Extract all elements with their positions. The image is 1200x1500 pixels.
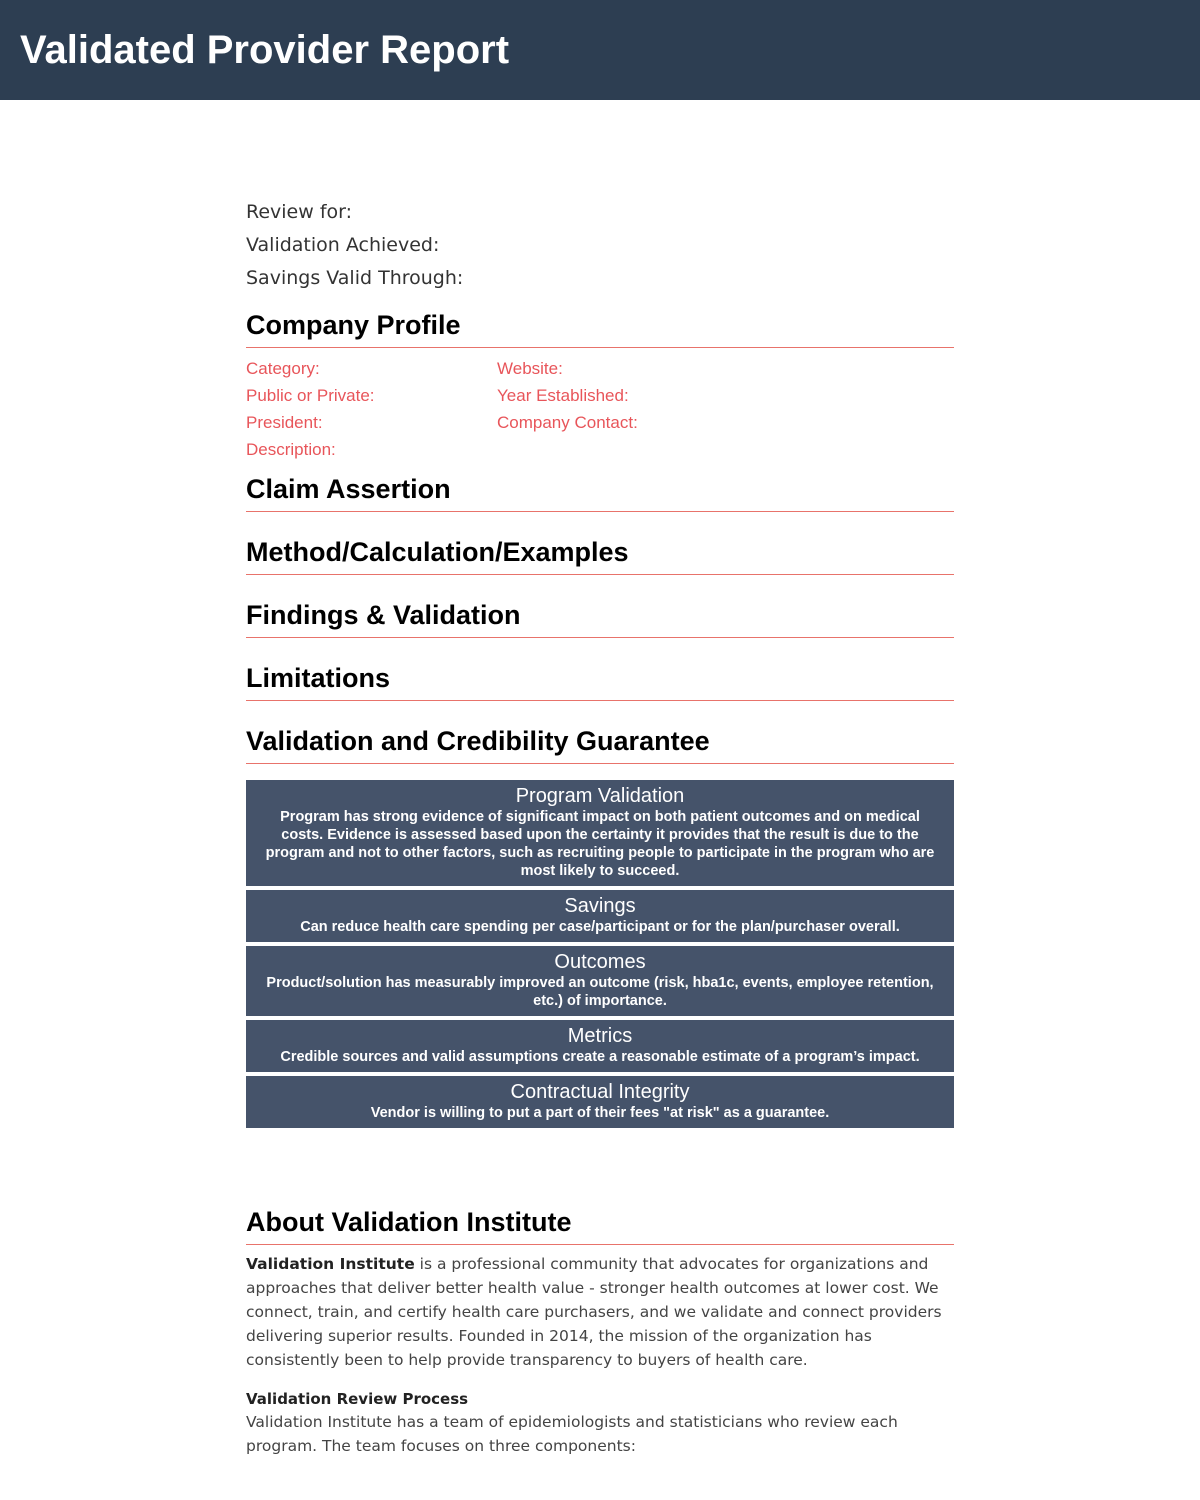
guarantee-heading: Validation and Credibility Guarantee — [246, 725, 954, 764]
year-established-label: Year Established: — [497, 386, 629, 405]
box-description: Program has strong evidence of significant impact on both patient outcomes and on medical costs. Evidence is assessed based upon the certainty it provides that the result is due to the program and not to other factors, such as recruiting people to participate in the program who are most likely to succeed. — [265, 809, 935, 879]
validation-achieved-label: Validation Achieved: — [246, 234, 440, 256]
limitations-heading: Limitations — [246, 662, 954, 701]
about-heading: About Validation Institute — [246, 1206, 954, 1245]
header-bar — [0, 0, 1200, 100]
company-profile-heading: Company Profile — [246, 309, 954, 348]
box-description: Credible sources and valid assumptions create a reasonable estimate of a program’s impact. — [280, 1049, 920, 1065]
metrics-box — [246, 1020, 954, 1072]
review-process-title: Validation Review Process — [246, 1390, 469, 1408]
box-description: Vendor is willing to put a part of their fees "at risk" as a guarantee. — [370, 1105, 830, 1121]
contractual-integrity-box — [246, 1076, 954, 1128]
box-title: Program Validation — [515, 785, 685, 807]
president-label: President: — [246, 413, 323, 432]
outcomes-box — [246, 946, 954, 1016]
box-description: Can reduce health care spending per case/participant or for the plan/purchaser overall. — [300, 919, 900, 935]
box-description: Product/solution has measurably improved an outcome (risk, hba1c, events, employee retention, etc.) of importance. — [266, 975, 934, 1009]
company-contact-label: Company Contact: — [497, 413, 638, 432]
review-info — [246, 196, 954, 295]
box-title: Contractual Integrity — [510, 1081, 690, 1103]
savings-valid-label: Savings Valid Through: — [246, 267, 464, 289]
website-label: Website: — [497, 359, 563, 378]
program-validation-box — [246, 780, 954, 886]
method-heading: Method/Calculation/Examples — [246, 536, 954, 575]
box-title: Metrics — [567, 1025, 633, 1047]
savings-box — [246, 890, 954, 942]
page-title: Validated Provider Report — [20, 28, 510, 72]
about-paragraph — [246, 1252, 954, 1372]
findings-heading: Findings & Validation — [246, 599, 954, 638]
claim-assertion-heading: Claim Assertion — [246, 473, 954, 512]
report-body — [246, 196, 954, 1458]
about-intro-text: is a professional community that advocates for organizations and approaches that deliver better health value - stronger health outcomes at lower cost. We connect, train, and certify health care purchasers, and we validate and connect providers delivering superior results. Founded in 2014, the mission of the organization has consistently been to help provide transparency to buyers of health care. — [246, 1255, 942, 1369]
box-title: Outcomes — [554, 951, 646, 973]
org-name: Validation Institute — [246, 1255, 415, 1273]
validation-criteria-list — [246, 780, 954, 1128]
category-label: Category: — [246, 359, 320, 378]
description-label: Description: — [246, 440, 336, 459]
box-title: Savings — [564, 895, 636, 917]
review-for-label: Review for: — [246, 201, 353, 223]
review-process-text: Validation Institute has a team of epidemiologists and statisticians who review each program. The team focuses on three components: — [246, 1413, 898, 1455]
company-profile-fields — [246, 355, 954, 467]
public-private-label: Public or Private: — [246, 386, 375, 405]
